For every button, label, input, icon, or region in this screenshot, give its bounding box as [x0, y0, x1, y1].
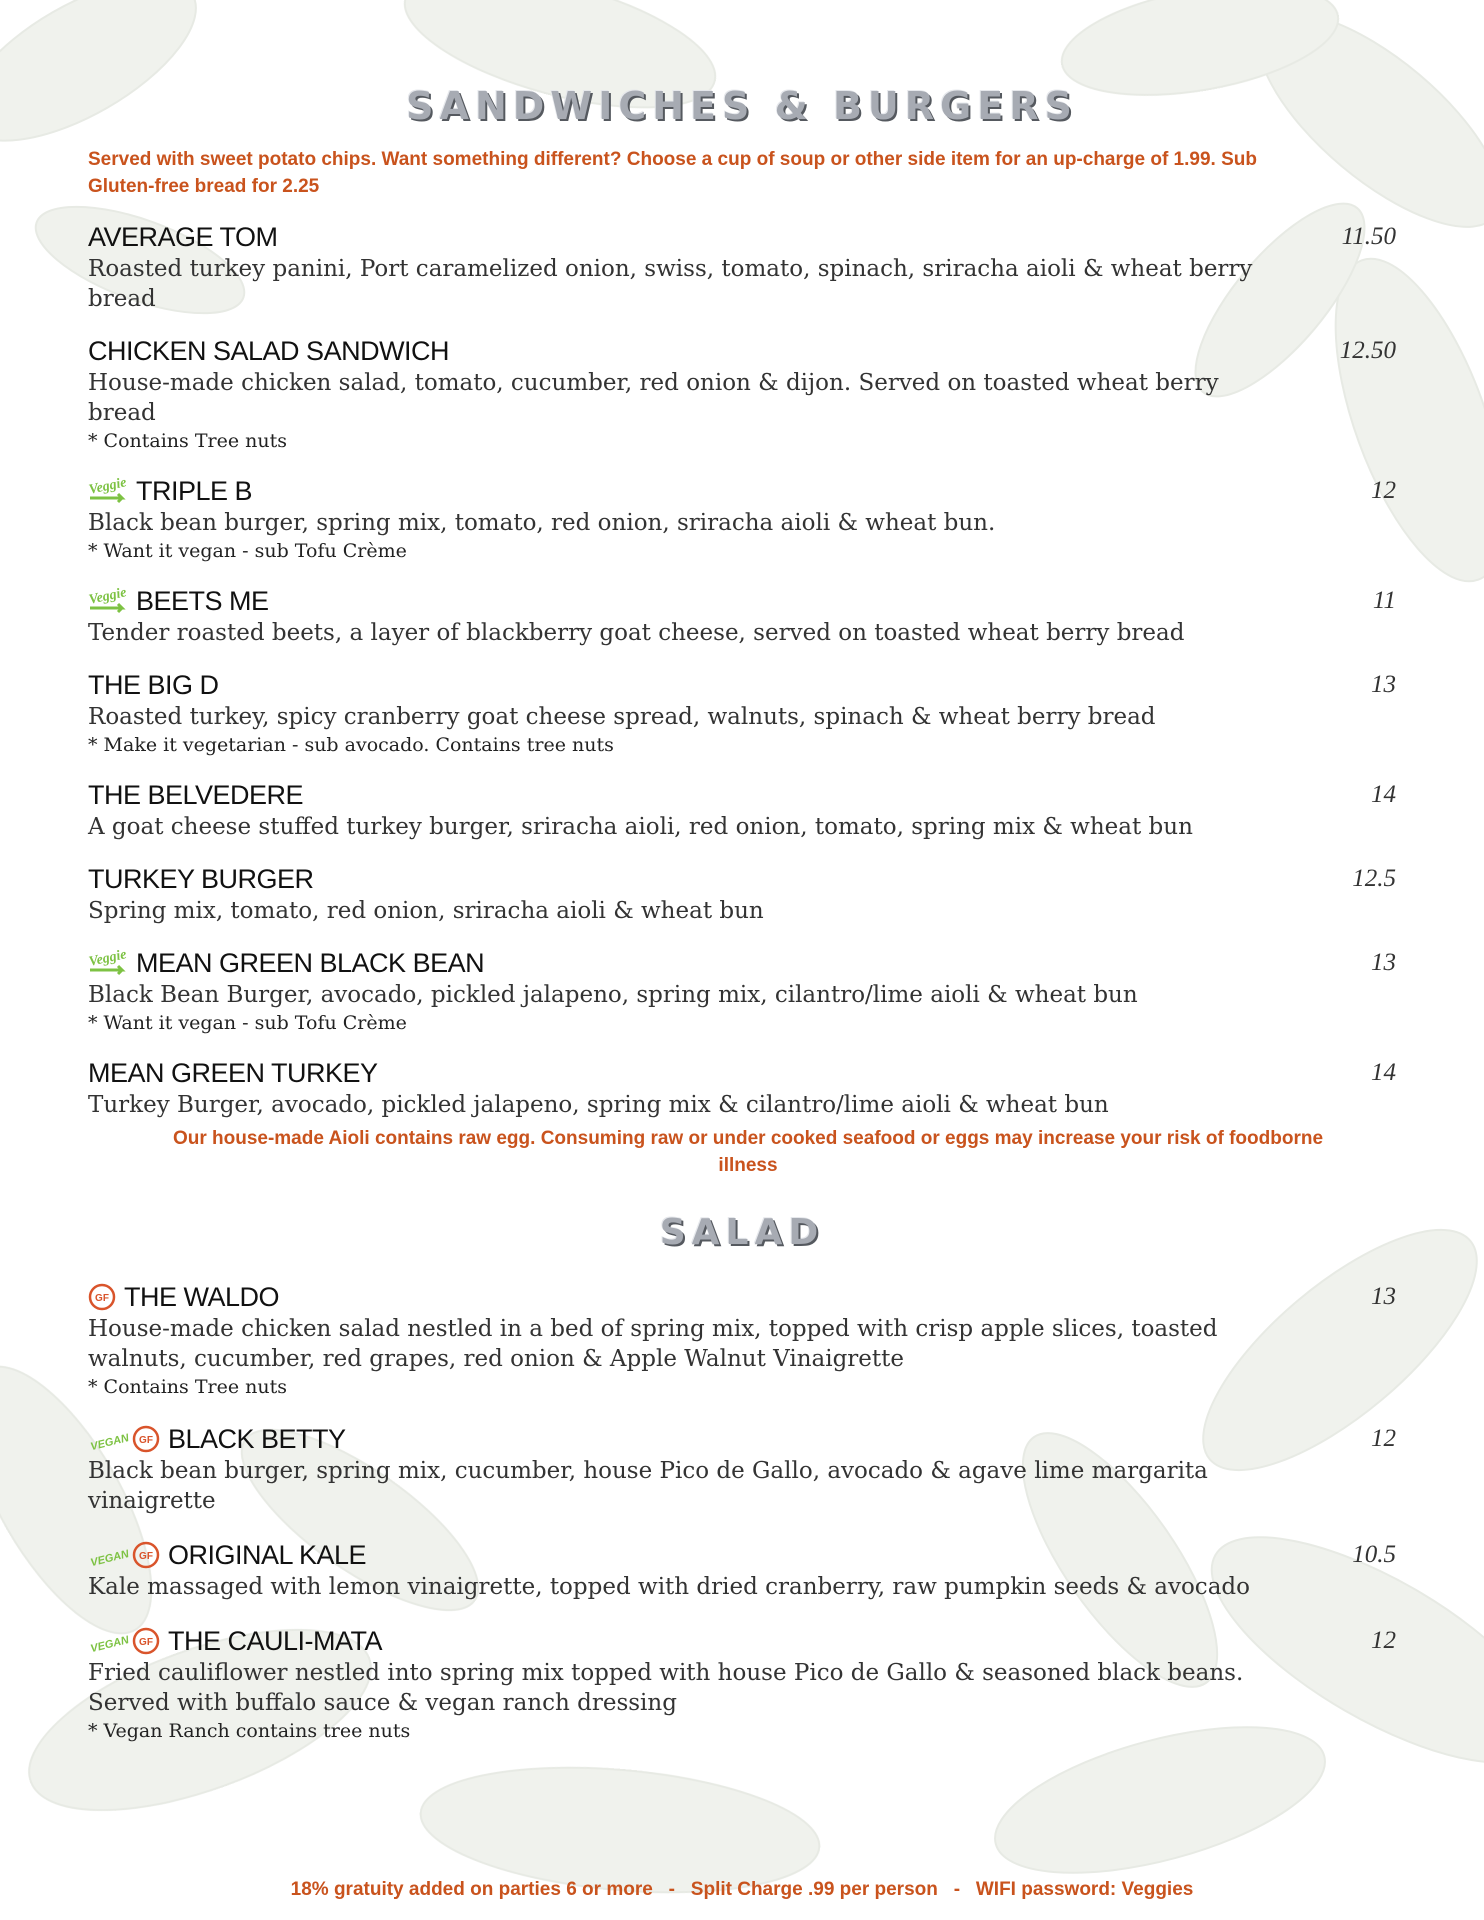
gluten-free-icon — [132, 1540, 162, 1570]
item-name: TURKEY BURGER — [88, 863, 314, 894]
menu-item — [88, 220, 1396, 314]
veggie-label: Veggie — [88, 475, 128, 498]
item-header — [88, 778, 1396, 812]
item-description: Turkey Burger, avocado, pickled jalapeno, spring mix & cilantro/lime aioli & wheat bun — [88, 1092, 1109, 1118]
salad-title: SALAD — [659, 1212, 825, 1253]
menu-item — [88, 1056, 1396, 1120]
gf-label: GF — [139, 1637, 153, 1648]
item-name: MEAN GREEN BLACK BEAN — [136, 947, 485, 978]
vegan-icon — [88, 1624, 132, 1658]
item-description: Tender roasted beets, a layer of blackberry goat cheese, served on toasted wheat berry bread — [88, 620, 1185, 646]
veggie-label: Veggie — [88, 585, 128, 608]
item-name: MEAN GREEN TURKEY — [88, 1057, 378, 1088]
menu-item — [88, 946, 1396, 1036]
veggie-icon — [88, 474, 134, 508]
vegan-label: VEGAN — [89, 1432, 131, 1454]
veggie-icon — [88, 946, 134, 980]
item-name: AVERAGE TOM — [88, 221, 278, 252]
vegan-icon — [88, 1538, 132, 1572]
item-price: 13 — [1371, 671, 1396, 698]
item-name: THE WALDO — [124, 1281, 280, 1312]
intro-note: Served with sweet potato chips. Want something different? Choose a cup of soup or other side item for an up-charge of 1.99. Sub Gluten-free bread for 2.25 — [88, 149, 1257, 197]
item-price: 13 — [1371, 949, 1396, 976]
item-description: Roasted turkey panini, Port caramelized onion, swiss, tomato, spinach, sriracha aioli & wheat berry bread — [88, 256, 1253, 312]
item-description: Black bean burger, spring mix, tomato, red onion, sriracha aioli & wheat bun. — [88, 510, 996, 536]
item-header — [88, 862, 1396, 896]
item-header — [88, 1056, 1396, 1090]
item-name: TRIPLE B — [136, 475, 253, 506]
menu-item — [88, 1624, 1396, 1744]
gluten-free-icon — [132, 1424, 162, 1454]
item-description: Black Bean Burger, avocado, pickled jalapeno, spring mix, cilantro/lime aioli & wheat bun — [88, 982, 1138, 1008]
item-note: * Vegan Ranch contains tree nuts — [88, 1720, 411, 1742]
item-name: BEETS ME — [136, 585, 269, 616]
veggie-icon — [88, 584, 134, 618]
footer-note: 18% gratuity added on parties 6 or more - Split Charge .99 per person - WIFI password: Veggies — [290, 1879, 1194, 1900]
item-name: THE BIG D — [88, 669, 219, 700]
item-header — [88, 1538, 1396, 1572]
item-name: BLACK BETTY — [168, 1423, 346, 1454]
item-price: 12.5 — [1352, 865, 1396, 892]
item-note: * Want it vegan - sub Tofu Crème — [88, 1012, 407, 1034]
menu-item — [88, 1422, 1396, 1516]
item-name: THE BELVEDERE — [88, 779, 304, 810]
item-note: * Want it vegan - sub Tofu Crème — [88, 540, 407, 562]
menu-item — [88, 668, 1396, 758]
item-header — [88, 1624, 1396, 1658]
item-header — [88, 334, 1396, 368]
aioli-warning: Our house-made Aioli contains raw egg. Consuming raw or under cooked seafood or eggs may increase your risk of foodborne illness — [172, 1128, 1324, 1176]
item-price: 13 — [1371, 1283, 1396, 1310]
item-header — [88, 474, 1396, 508]
gf-label: GF — [139, 1435, 153, 1446]
menu-item — [88, 862, 1396, 926]
item-note: * Contains Tree nuts — [88, 1376, 287, 1398]
item-price: 12 — [1371, 1627, 1396, 1654]
item-description: House-made chicken salad nestled in a bed of spring mix, topped with crisp apple slices, toasted walnuts, cucumber, red grapes, red onion & Apple Walnut Vinaigrette — [88, 1316, 1218, 1372]
menu-item — [88, 334, 1396, 454]
sandwiches-title: SANDWICHES & BURGERS — [406, 84, 1078, 128]
item-price: 12 — [1371, 1425, 1396, 1452]
item-header — [88, 584, 1396, 618]
item-name: THE CAULI-MATA — [168, 1625, 383, 1656]
item-price: 14 — [1371, 781, 1396, 808]
salad-list — [88, 1280, 1396, 1744]
item-price: 12 — [1371, 477, 1396, 504]
item-description: Black bean burger, spring mix, cucumber, house Pico de Gallo, avocado & agave lime margarita vinaigrette — [88, 1458, 1208, 1514]
item-description: Fried cauliflower nestled into spring mix topped with house Pico de Gallo & seasoned black beans. Served with buffalo sauce & vegan ranch dressing — [88, 1660, 1244, 1716]
veggie-label: Veggie — [88, 947, 128, 970]
menu-item — [88, 1538, 1396, 1602]
gluten-free-icon — [132, 1626, 162, 1656]
item-price: 10.5 — [1352, 1541, 1396, 1568]
item-price: 14 — [1371, 1059, 1396, 1086]
vegan-label: VEGAN — [89, 1548, 131, 1570]
item-note: * Contains Tree nuts — [88, 430, 287, 452]
item-price: 12.50 — [1339, 337, 1396, 364]
gf-label: GF — [139, 1551, 153, 1562]
item-header — [88, 668, 1396, 702]
item-header — [88, 1422, 1396, 1456]
vegan-label: VEGAN — [89, 1634, 131, 1656]
item-price: 11 — [1372, 587, 1396, 614]
item-description: House-made chicken salad, tomato, cucumber, red onion & dijon. Served on toasted wheat berry bread — [88, 370, 1219, 426]
item-header — [88, 1280, 1396, 1314]
item-name: ORIGINAL KALE — [168, 1539, 367, 1570]
item-name: CHICKEN SALAD SANDWICH — [88, 335, 450, 366]
item-note: * Make it vegetarian - sub avocado. Contains tree nuts — [88, 734, 614, 756]
gf-label: GF — [95, 1293, 109, 1304]
item-description: Roasted turkey, spicy cranberry goat cheese spread, walnuts, spinach & wheat berry bread — [88, 704, 1156, 730]
sandwich-list — [88, 220, 1396, 1120]
item-description: A goat cheese stuffed turkey burger, sriracha aioli, red onion, tomato, spring mix & wheat bun — [88, 814, 1193, 840]
item-description: Spring mix, tomato, red onion, sriracha aioli & wheat bun — [88, 898, 764, 924]
gluten-free-icon — [88, 1282, 118, 1312]
item-description: Kale massaged with lemon vinaigrette, topped with dried cranberry, raw pumpkin seeds & avocado — [88, 1574, 1250, 1600]
item-header — [88, 946, 1396, 980]
vegan-icon — [88, 1422, 132, 1456]
item-header — [88, 220, 1396, 254]
menu-item — [88, 474, 1396, 564]
menu-item — [88, 1280, 1396, 1400]
menu-item — [88, 584, 1396, 648]
menu-item — [88, 778, 1396, 842]
item-price: 11.50 — [1341, 223, 1396, 250]
